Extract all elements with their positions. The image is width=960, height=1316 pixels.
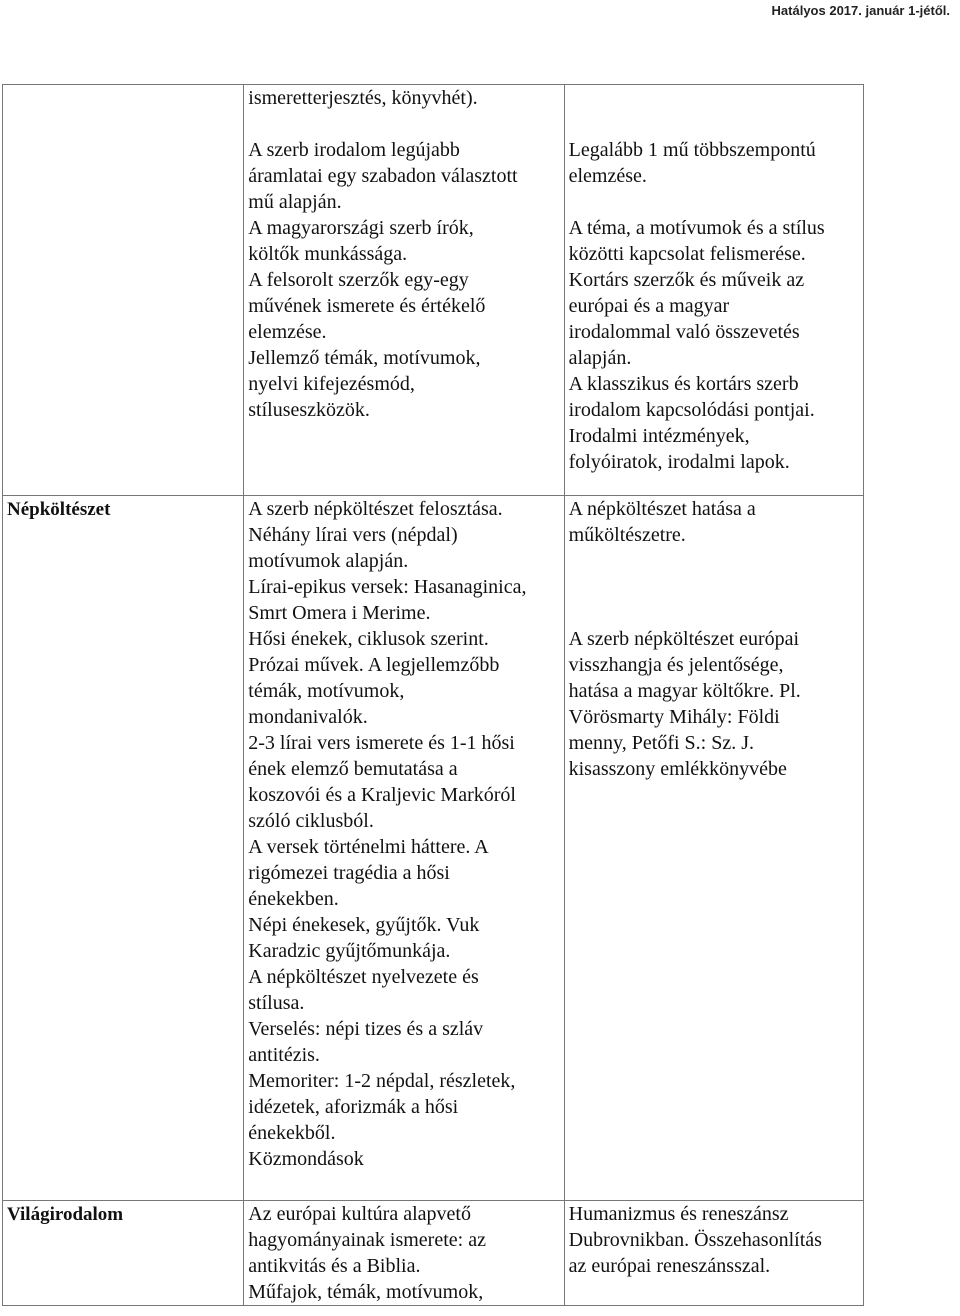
requirement-line: Vörösmarty Mihály: Földi xyxy=(568,706,780,728)
content-line: 2-3 lírai vers ismerete és 1-1 hősi xyxy=(248,732,515,754)
content-line: antitézis. xyxy=(248,1044,320,1066)
content-line: nyelvi kifejezésmód, xyxy=(248,373,415,395)
requirement-line: Dubrovnikban. Összehasonlítás xyxy=(568,1229,822,1251)
requirement-line: elemzése. xyxy=(568,165,647,187)
blank-line xyxy=(569,111,859,137)
content-line: művének ismerete és értékelő xyxy=(248,295,486,317)
content-line: Néhány lírai vers (népdal) xyxy=(248,524,458,546)
content-line: Népi énekesek, gyűjtők. Vuk xyxy=(248,914,480,936)
requirement-line: A népköltészet hatása a xyxy=(568,498,756,520)
requirement-line: európai és a magyar xyxy=(568,295,730,317)
requirement-line: műköltészetre. xyxy=(568,524,686,546)
content-line: Műfajok, témák, motívumok, xyxy=(248,1281,484,1303)
requirement-line: az európai reneszánsszal. xyxy=(568,1255,771,1277)
content-line: stíluseszközök. xyxy=(248,399,370,421)
content-line: Verselés: népi tizes és a szláv xyxy=(248,1018,484,1040)
table-row xyxy=(3,1201,864,1306)
requirement-line: irodalom kapcsolódási pontjai. xyxy=(568,399,815,421)
content-line: énekekben. xyxy=(248,888,339,910)
blank-line xyxy=(248,111,559,137)
content-line: ének elemző bemutatása a xyxy=(248,758,458,780)
blank-line xyxy=(569,600,859,626)
content-cell xyxy=(244,85,564,496)
content-line: rigómezei tragédia a hősi xyxy=(248,862,450,884)
content-line: A szerb népköltészet felosztása. xyxy=(248,498,503,520)
requirement-line: közötti kapcsolat felismerése. xyxy=(568,243,806,265)
requirement-line: Humanizmus és reneszánsz xyxy=(568,1203,789,1225)
table-row xyxy=(3,496,864,1201)
content-line: A népköltészet nyelvezete és xyxy=(248,966,479,988)
content-cell xyxy=(244,496,564,1201)
requirement-line: alapján. xyxy=(568,347,632,369)
requirement-line: hatása a magyar költőkre. Pl. xyxy=(568,680,801,702)
content-line: hagyományainak ismerete: az xyxy=(248,1229,486,1251)
content-line: költők munkássága. xyxy=(248,243,408,265)
content-line: A szerb irodalom legújabb xyxy=(248,139,460,161)
content-line: szóló ciklusból. xyxy=(248,810,374,832)
content-line: idézetek, aforizmák a hősi xyxy=(248,1096,459,1118)
content-line: Az európai kultúra alapvető xyxy=(248,1203,471,1225)
content-line: A versek történelmi háttere. A xyxy=(248,836,489,858)
topic-cell xyxy=(3,85,244,496)
content-line: koszovói és a Kraljevic Markóról xyxy=(248,784,516,806)
requirements-cell xyxy=(564,496,863,1201)
curriculum-table xyxy=(2,84,864,1306)
requirement-line: Kortárs szerzők és műveik az xyxy=(568,269,805,291)
topic-cell xyxy=(3,496,244,1201)
effective-date-header: Hatályos 2017. január 1-jétől. xyxy=(771,3,950,18)
content-line: ismeretterjesztés, könyvhét). xyxy=(248,87,478,109)
content-line: témák, motívumok, xyxy=(248,680,405,702)
table-row xyxy=(3,85,864,496)
requirement-line: A téma, a motívumok és a stílus xyxy=(568,217,825,239)
content-line: mű alapján. xyxy=(248,191,342,213)
requirements-cell xyxy=(564,1201,863,1306)
topic-label: Világirodalom xyxy=(7,1204,124,1225)
requirement-line: Irodalmi intézmények, xyxy=(568,425,750,447)
blank-line xyxy=(569,574,859,600)
content-line: antikvitás és a Biblia. xyxy=(248,1255,421,1277)
blank-line xyxy=(569,85,859,111)
content-line: elemzése. xyxy=(248,321,327,343)
blank-line xyxy=(569,548,859,574)
content-line: stílusa. xyxy=(248,992,305,1014)
content-line: Prózai művek. A legjellemzőbb xyxy=(248,654,500,676)
content-line: A felsorolt szerzők egy-egy xyxy=(248,269,469,291)
curriculum-table-body xyxy=(3,85,864,1306)
requirement-line: menny, Petőfi S.: Sz. J. xyxy=(568,732,754,754)
requirement-line: kisasszony emlékkönyvébe xyxy=(568,758,787,780)
content-line: Hősi énekek, ciklusok szerint. xyxy=(248,628,489,650)
requirement-line: A klasszikus és kortárs szerb xyxy=(568,373,799,395)
requirement-line: irodalommal való összevetés xyxy=(568,321,800,343)
requirement-line: Legalább 1 mű többszempontú xyxy=(568,139,816,161)
topic-label: Népköltészet xyxy=(7,499,111,520)
requirement-line: A szerb népköltészet európai xyxy=(568,628,800,650)
content-line: mondanivalók. xyxy=(248,706,368,728)
content-line: Közmondások xyxy=(248,1148,364,1170)
content-line: Karadzic gyűjtőmunkája. xyxy=(248,940,451,962)
requirements-cell xyxy=(564,85,863,496)
content-cell xyxy=(244,1201,564,1306)
content-line: Smrt Omera i Merime. xyxy=(248,602,431,624)
content-line: A magyarországi szerb írók, xyxy=(248,217,474,239)
content-line: énekekből. xyxy=(248,1122,336,1144)
content-line: áramlatai egy szabadon választott xyxy=(248,165,518,187)
content-line: Memoriter: 1-2 népdal, részletek, xyxy=(248,1070,516,1092)
topic-cell xyxy=(3,1201,244,1306)
content-line: Jellemző témák, motívumok, xyxy=(248,347,481,369)
requirement-line: visszhangja és jelentősége, xyxy=(568,654,784,676)
requirement-line: folyóiratok, irodalmi lapok. xyxy=(568,451,790,473)
content-line: Lírai-epikus versek: Hasanaginica, xyxy=(248,576,527,598)
blank-line xyxy=(569,189,859,215)
content-line: motívumok alapján. xyxy=(248,550,409,572)
